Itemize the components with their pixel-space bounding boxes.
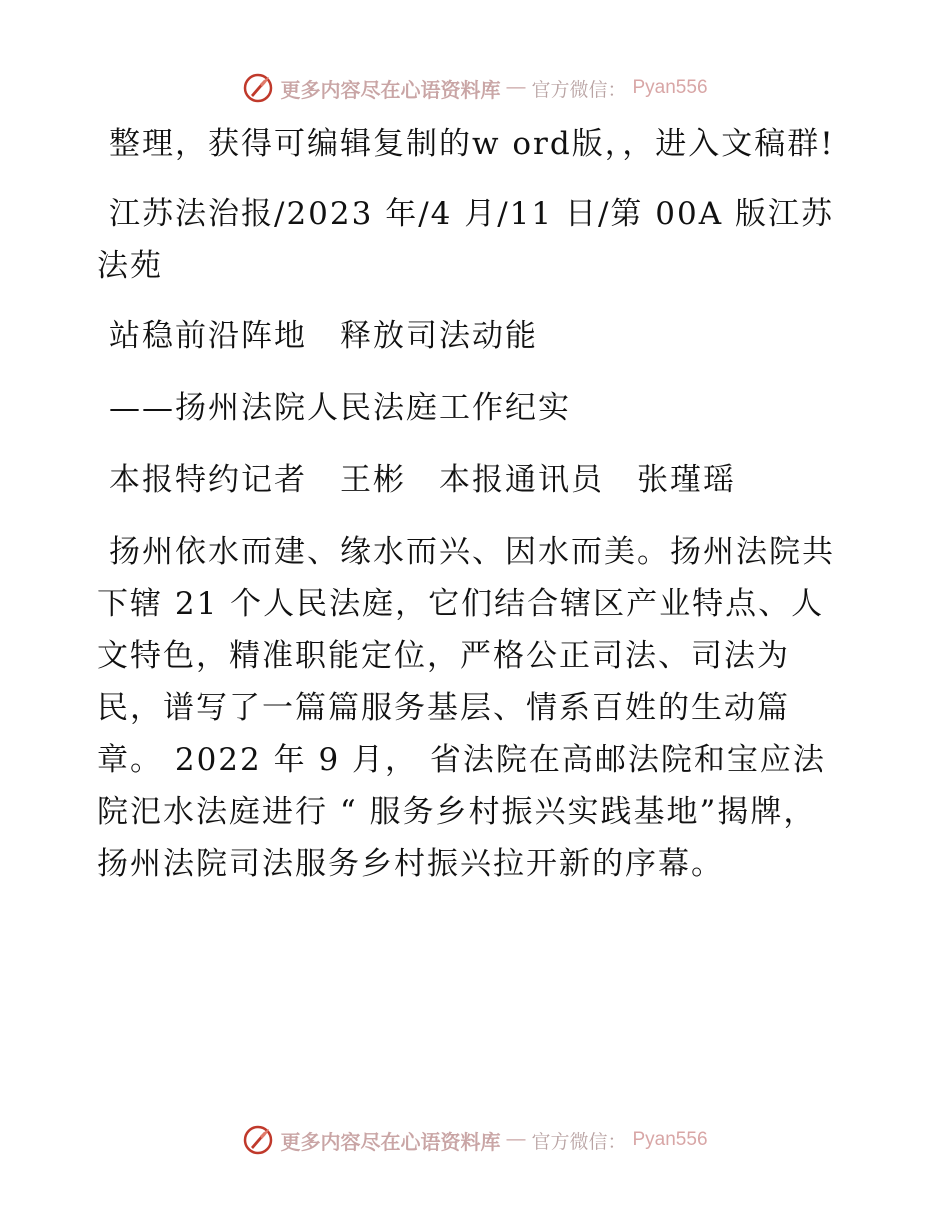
watermark-wechat-label: 官方微信： [531, 1130, 627, 1153]
paragraph-source-line: 江苏法治报/2023 年/4 月/11 日/第 00A 版江苏法苑 [97, 196, 834, 284]
quill-logo-icon [242, 72, 274, 104]
article-body-paragraph: 扬州依水而建、缘水而兴、因水而美。扬州法院共下辖 21 个人民法庭，它们结合辖区产业特点、人文特色，精准职能定位，严格公正司法、司法为民，谱写了一篇篇服务基层、情系百姓的生动篇章。 2022 年 9 月， 省法院在高邮法院和宝应法院汜水法庭进行 “ 服务乡村振兴实践基地”揭牌，扬州法院司法服务乡村振兴拉开新的序幕。 [97, 534, 835, 882]
watermark-separator: — [506, 77, 526, 98]
watermark-main-text: 更多内容尽在心语资料库 [280, 1129, 501, 1154]
watermark-wechat-id: Pyan556 [632, 1129, 708, 1150]
article-subtitle: ——扬州法院人民法庭工作纪实 [109, 390, 571, 426]
article-title: 站稳前沿阵地 释放司法动能 [109, 318, 538, 354]
footer-watermark [0, 1124, 950, 1156]
watermark-main-text: 更多内容尽在心语资料库 [280, 77, 501, 102]
watermark-separator: — [506, 1129, 526, 1150]
article-byline: 本报特约记者 王彬 本报通讯员 张瑾瑶 [109, 462, 736, 498]
watermark-wechat-label: 官方微信： [531, 78, 627, 101]
document-body [97, 118, 849, 908]
paragraph-intro-note: 整理，获得可编辑复制的w ord版，，进入文稿群! [109, 126, 835, 162]
quill-logo-icon [242, 1124, 274, 1156]
header-watermark [0, 72, 950, 104]
watermark-wechat-id: Pyan556 [632, 77, 708, 98]
